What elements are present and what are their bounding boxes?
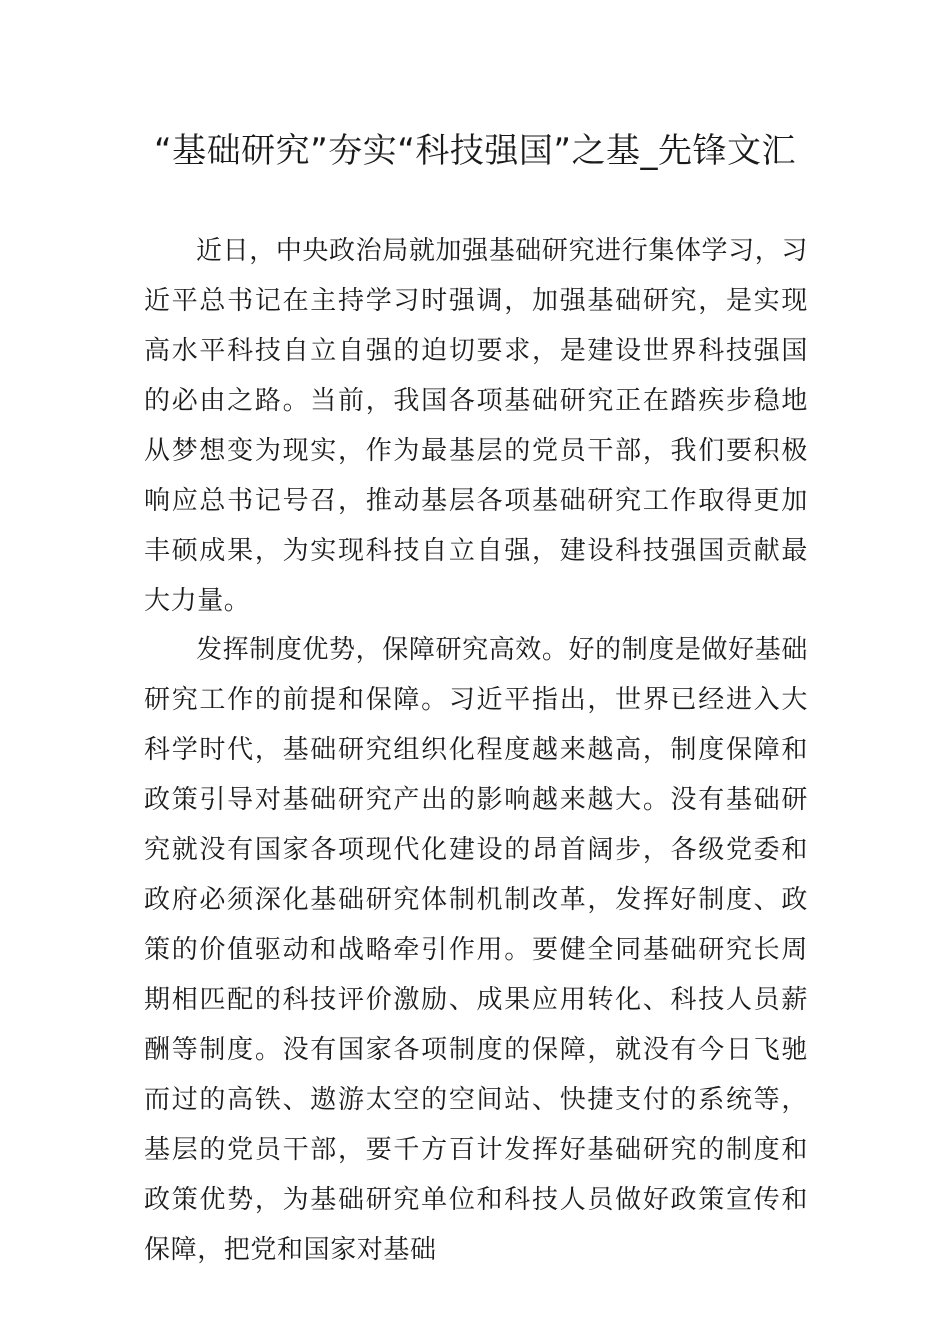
document-title: “基础研究”夯实“科技强国”之基_先锋文汇 (154, 131, 796, 171)
paragraph-institutional-advantage: 发挥制度优势，保障研究高效。好的制度是做好基础研究工作的前提和保障。习近平指出，世界已经进入大科学时代，基础研究组织化程度越来越高，制度保障和政策引导对基础研究产出的影响越来越大。没有基础研究就没有国家各项现代化建设的昂首阔步，各级党委和政府必须深化基础研究体制机制改革，发挥好制度、政策的价值驱动和战略牵引作用。要健全同基础研究长周期相匹配的科技评价激励、成果应用转化、科技人员薪酬等制度。没有国家各项制度的保障，就没有今日飞驰而过的高铁、遨游太空的空间站、快捷支付的系统等，基层的党员干部，要千方百计发挥好基础研究的制度和政策优势，为基础研究单位和科技人员做好政策宣传和保障，把党和国家对基础 (144, 635, 808, 1265)
paragraph-intro: 近日，中央政治局就加强基础研究进行集体学习，习近平总书记在主持学习时强调，加强基础研究，是实现高水平科技自立自强的迫切要求，是建设世界科技强国的必由之路。当前，我国各项基础研究正在踏疾步稳地从梦想变为现实，作为最基层的党员干部，我们要积极响应总书记号召，推动基层各项基础研究工作取得更加丰硕成果，为实现科技自立自强，建设科技强国贡献最大力量。 (144, 236, 808, 616)
